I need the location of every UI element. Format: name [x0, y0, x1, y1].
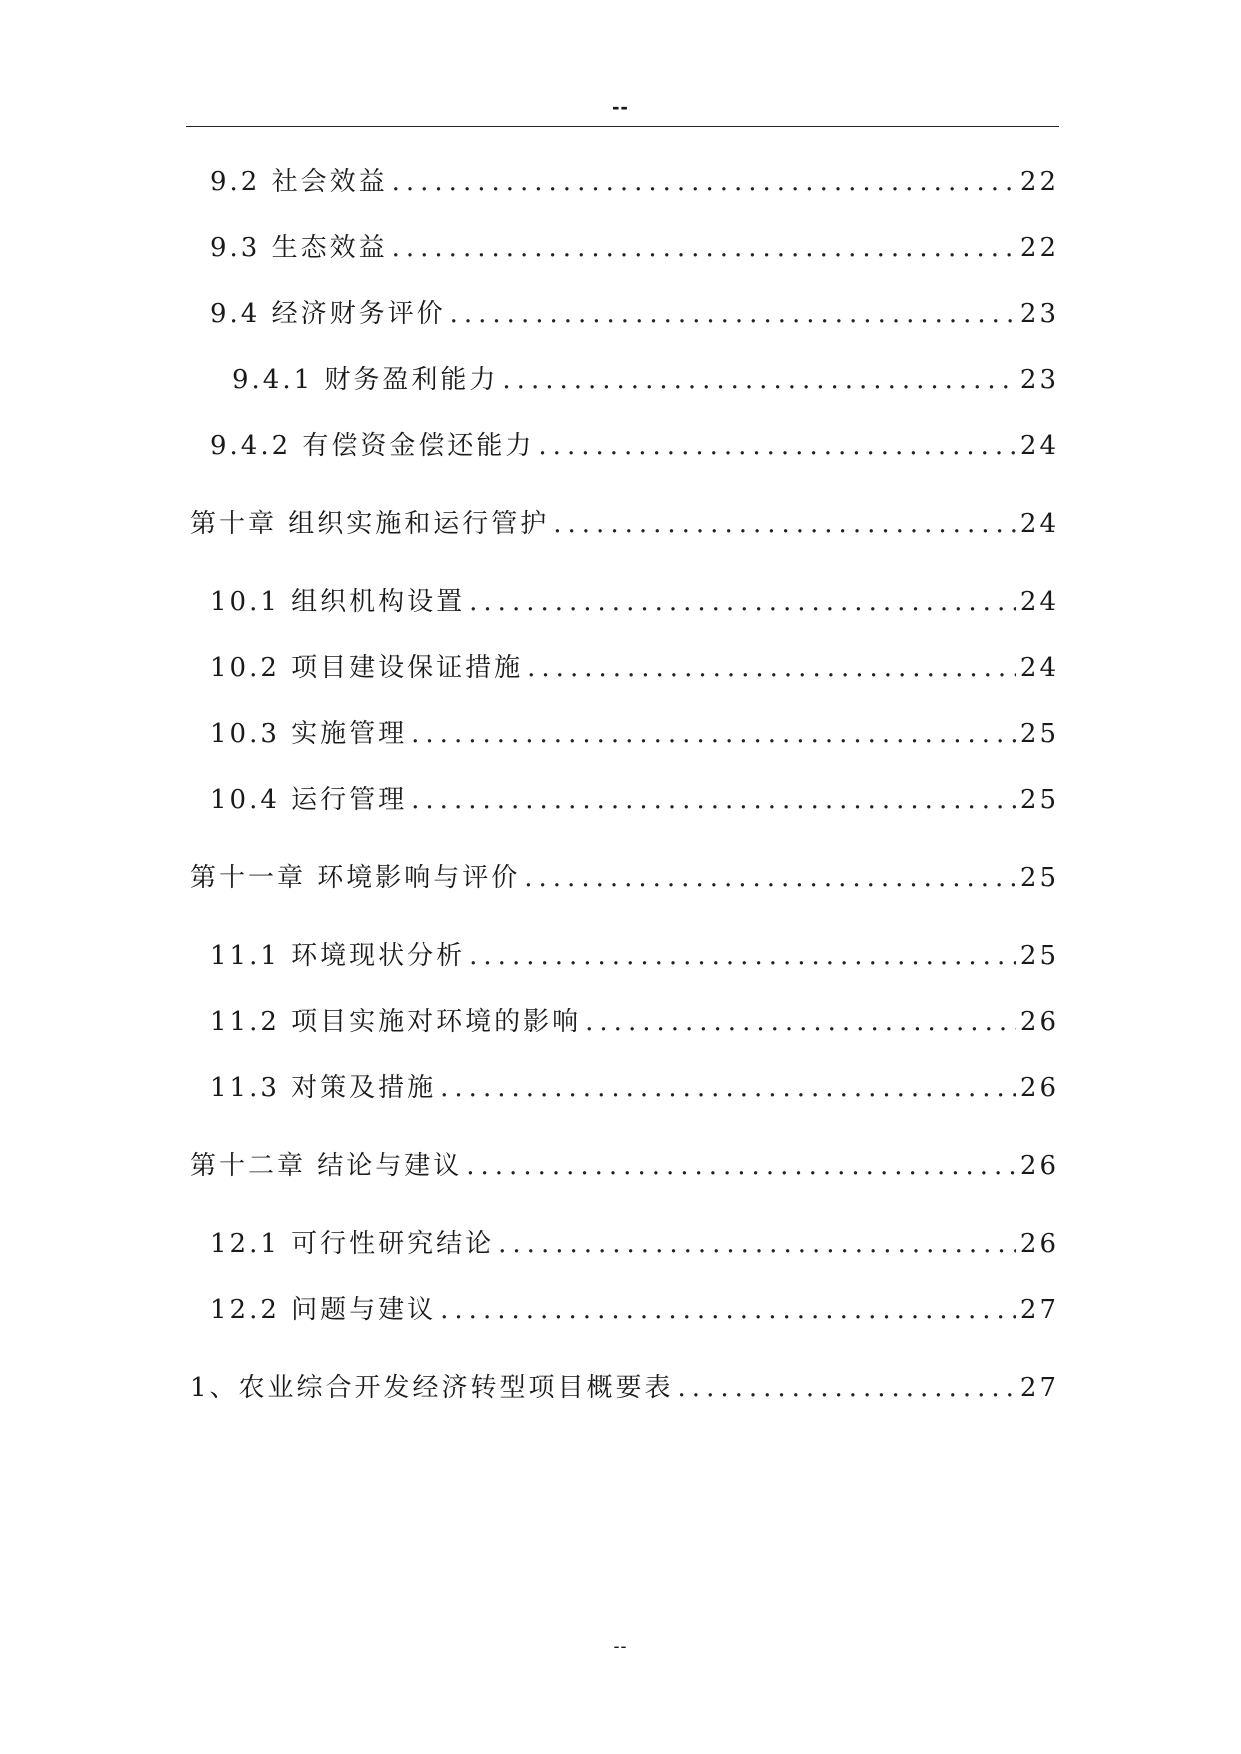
toc-entry-page: 23 — [1019, 299, 1059, 329]
toc-entry-11-2[interactable] — [210, 1006, 1059, 1038]
toc-entry-title: 11.3 对策及措施 — [210, 1073, 437, 1103]
toc-entry-page: 25 — [1019, 785, 1059, 815]
toc-entry-page: 25 — [1019, 941, 1059, 971]
toc-dot-leader — [678, 1372, 1016, 1404]
toc-entry-12-2[interactable] — [210, 1294, 1059, 1326]
toc-dot-leader — [469, 940, 1016, 972]
toc-dot-leader — [450, 298, 1016, 330]
toc-entry-title: 10.1 组织机构设置 — [210, 587, 466, 617]
toc-dot-leader — [469, 586, 1016, 618]
toc-dot-leader — [527, 652, 1016, 684]
toc-entry-9-4-2[interactable] — [210, 430, 1059, 462]
toc-dot-leader — [411, 718, 1016, 750]
toc-entry-page: 24 — [1019, 653, 1059, 683]
toc-entry-title: 1、农业综合开发经济转型项目概要表 — [190, 1373, 674, 1403]
toc-entry-title: 10.2 项目建设保证措施 — [210, 653, 524, 683]
toc-entry-page: 24 — [1019, 509, 1059, 539]
toc-entry-10-3[interactable] — [210, 718, 1059, 750]
toc-entry-chapter-12[interactable] — [190, 1150, 1059, 1182]
toc-entry-chapter-10[interactable] — [190, 508, 1059, 540]
toc-dot-leader — [553, 508, 1016, 540]
toc-entry-title: 10.4 运行管理 — [210, 785, 408, 815]
toc-entry-page: 26 — [1019, 1007, 1059, 1037]
toc-entry-9-2[interactable] — [210, 166, 1059, 198]
page-header-mark: -- — [612, 94, 629, 119]
toc-entry-title: 12.1 可行性研究结论 — [210, 1229, 495, 1259]
toc-entry-9-3[interactable] — [210, 232, 1059, 264]
toc-entry-title: 9.4.2 有偿资金偿还能力 — [210, 431, 535, 461]
toc-dot-leader — [585, 1006, 1016, 1038]
toc-entry-appendix-1[interactable] — [190, 1372, 1059, 1404]
toc-entry-title: 10.3 实施管理 — [210, 719, 408, 749]
toc-entry-11-3[interactable] — [210, 1072, 1059, 1104]
toc-entry-page: 24 — [1019, 587, 1059, 617]
toc-dot-leader — [440, 1072, 1016, 1104]
toc-entry-title: 9.3 生态效益 — [210, 233, 388, 263]
toc-entry-title: 9.4.1 财务盈利能力 — [232, 365, 499, 395]
toc-entry-title: 12.2 问题与建议 — [210, 1295, 437, 1325]
toc-entry-title: 第十二章 结论与建议 — [190, 1151, 463, 1181]
toc-dot-leader — [440, 1294, 1016, 1326]
toc-entry-title: 第十章 组织实施和运行管护 — [190, 509, 550, 539]
toc-entry-title: 9.4 经济财务评价 — [210, 299, 446, 329]
toc-entry-page: 27 — [1019, 1295, 1059, 1325]
toc-entry-10-1[interactable] — [210, 586, 1059, 618]
toc-entry-page: 27 — [1019, 1373, 1059, 1403]
toc-entry-10-4[interactable] — [210, 784, 1059, 816]
toc-entry-title: 第十一章 环境影响与评价 — [190, 863, 521, 893]
toc-entry-11-1[interactable] — [210, 940, 1059, 972]
toc-entry-page: 26 — [1019, 1229, 1059, 1259]
toc-entry-page: 22 — [1019, 233, 1059, 263]
toc-entry-page: 26 — [1019, 1073, 1059, 1103]
toc-entry-12-1[interactable] — [210, 1228, 1059, 1260]
toc-entry-page: 26 — [1019, 1151, 1059, 1181]
toc-entry-page: 25 — [1019, 719, 1059, 749]
toc-dot-leader — [498, 1228, 1016, 1260]
toc-entry-10-2[interactable] — [210, 652, 1059, 684]
toc-dot-leader — [538, 430, 1015, 462]
toc-entry-page: 22 — [1019, 167, 1059, 197]
page-footer-mark: -- — [613, 1636, 628, 1656]
toc-entry-page: 25 — [1019, 863, 1059, 893]
toc-dot-leader — [411, 784, 1016, 816]
toc-dot-leader — [524, 862, 1016, 894]
toc-entry-page: 23 — [1019, 365, 1059, 395]
toc-dot-leader — [466, 1150, 1016, 1182]
toc-entry-title: 11.2 项目实施对环境的影响 — [210, 1007, 582, 1037]
toc-entry-page: 24 — [1019, 431, 1059, 461]
toc-entry-9-4[interactable] — [210, 298, 1059, 330]
toc-dot-leader — [392, 232, 1016, 264]
toc-entry-title: 9.2 社会效益 — [210, 167, 388, 197]
toc-entry-9-4-1[interactable] — [232, 364, 1059, 396]
toc-entry-chapter-11[interactable] — [190, 862, 1059, 894]
toc-dot-leader — [392, 166, 1016, 198]
toc-entry-title: 11.1 环境现状分析 — [210, 941, 466, 971]
toc-dot-leader — [502, 364, 1015, 396]
